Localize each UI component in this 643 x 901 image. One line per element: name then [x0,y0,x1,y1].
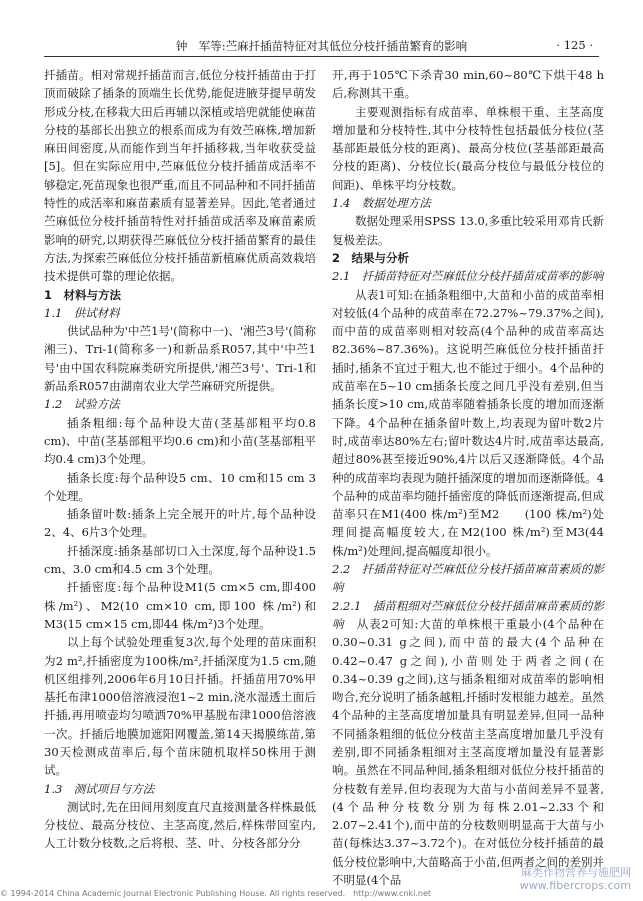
method-paragraph: 扦插深度:插条基部切口入土深度,每个品种设1.5 cm、3.0 cm和4.5 cm 3个处理。 [44,543,316,577]
section-1-2-heading: 1.2 试验方法 [44,397,120,412]
method-paragraph: 插条粗细:每个品种设大苗(茎基部粗平均0.8 cm)、中苗(茎基部粗平均0.6 cm)和小苗(茎基部粗平均0.4 cm)3个处理。 [44,415,316,467]
page-header [44,34,599,57]
running-title: 钟 军等:苎麻扦插苗特征对其低位分枝扦插苗繁育的影响 [175,39,468,53]
intro-paragraph: 扦插苗。相对常规扦插苗而言,低位分枝扦插苗由于打顶而破除了插条的顶端生长优势,能促进腋芽提早萌发形成分枝,在移栽大田后再辅以深植或培兜就能使麻苗分枝的基部长出独立的根系而成为有效苎麻株,增加新麻田间密度,从而能作到当年扦插移栽,当年收获受益[5]。但在实际应用中,苎麻低位分枝扦插苗成活率不够稳定,死苗现象也很严重,而且不同品种和不同扦插苗特性的成活率和麻苗素质有显著差异。因此,笔者通过苎麻低位分枝扦插苗特性对扦插苗成活率及麻苗素质影响的研究,以期获得苎麻低位分枝扦插苗繁育的最佳方法,为探索苎麻低位分枝扦插苗新植麻优质高效栽培技术提供可靠的理论依据。 [44,68,316,284]
copyright-footer: © 1994-2014 China Academic Journal Electronic Publishing House. All rights reserved. http://www.cnki.net [0,889,432,898]
section-2-2-1-heading: 2.2.1 插苗粗细对苎麻低位分枝扦插苗麻苗素质的影响 [332,598,604,631]
continued-paragraph: 开,再于105℃下杀青30 min,60~80℃下烘干48 h后,称测其干重。 [332,68,604,101]
watermark-line-2: www.fibercrops.com [519,879,631,892]
data-processing-paragraph: 数据处理采用SPSS 13.0,多重比较采用邓肯氏新复极差法。 [332,214,604,247]
method-paragraph: 扦插密度:每个品种设M1(5 cm×5 cm,即400 株/m²)、M2(10 cm×10 cm,即100 株/m²)和M3(15 cm×15 cm,即44 株/m²)3个处理。 [44,580,316,631]
method-paragraph: 插条长度:每个品种设5 cm、10 cm和15 cm 3个处理。 [44,470,316,503]
site-watermark [520,866,631,892]
watermark-line-1: 麻类作物营养与施肥网 [521,866,631,879]
measurement-paragraph: 测试时,先在田间用刻度直尺直接测量各样株最低分枝位、最高分枝位、主茎高度,然后,样株带回室内,人工计数分枝数,之后将根、茎、叶、分枝各部分分 [44,799,316,851]
section-2-2-heading: 2.2 扦插苗特征对苎麻低位分枝扦插苗麻苗素质的影响 [332,562,604,595]
section-1-4-heading: 1.4 数据处理方法 [332,196,431,211]
indicators-paragraph: 主要观测指标有成苗率、单株根干重、主茎高度增加量和分枝特性,其中分枝特性包括最低分枝位(茎基部距最低分枝的距离)、最高分枝位(茎基部距最高分枝的距离)、分枝位长(最高分枝位与最低分枝位的间距)、单株平均分枝数。 [332,104,604,192]
left-column [44,66,316,876]
section-1-1-heading: 1.1 供试材料 [44,305,120,320]
materials-paragraph: 供试品种为'中苎1号'(简称中一)、'湘苎3号'(简称湘三)、Tri-1(简称多一)和新品系R057,其中'中苎1号'由中国农科院麻类研究所提供,'湘苎3号'、Tri-1和新品系R057由湖南农业大学苎麻研究所提供。 [44,324,316,394]
section-1-3-heading: 1.3 测试项目与方法 [44,781,155,796]
method-paragraph: 插条留叶数:插条上完全展开的叶片,每个品种设2、4、6片3个处理。 [44,507,316,540]
result-text: 从表2可知:大苗的单株根干重最小(4个品种在0.30~0.31 g之间),而中苗的最大(4个品种在0.42~0.47 g之间),小苗则处于两者之间(在0.34~0.39 g之间),这与插条粗细对成苗率的影响相吻合,充分说明了插条越粗,扦插时发根能力越差。虽然4个品种的主茎高度增加量具有明显差异,但同一品种不同插条粗细的低位分枝苗主茎高度增加量几乎没有差别,即不同插条粗细对主茎高度增加量没有显著影响。虽然在不同品种间,插条粗细对低位分枝扦插苗的分枝数有差异,但均表现为大苗与小苗间差异不显著,(4个品种分枝数分别为每株2.01~2.33个和2.07~2.41个),而中苗的分枝数则明显高于大苗与小苗(每株达3.37~3.72个)。在对低位分枝扦插苗的最低分枝位影响中,大苗略高于小苗,但两者之间的差别并不明显(4个品 [332,616,605,888]
section-1-heading: 1 材料与方法 [44,287,122,302]
section-2-heading: 2 结果与分析 [332,250,410,265]
section-2-1-heading: 2.1 扦插苗特征对苎麻低位分枝扦插苗成苗率的影响 [332,269,604,284]
section-2-2-1-paragraph [332,597,604,890]
result-paragraph: 从表1可知:在插条粗细中,大苗和小苗的成苗率相对较低(4个品种的成苗率在72.27%~79.37%之间),而中苗的成苗率则相对较高(4个品种的成苗率高达82.36%~87.36%)。这说明苎麻低位分枝扦插苗扦插时,插条不宜过于粗大,也不能过于细小。4个品种的成苗率在5~10 cm插条长度之间几乎没有差别,但当插条长度>10 cm,成苗率随着插条长度的增加而逐渐下降。4个品种在插条留叶数上,均表现为留叶数2片时,成苗率达80%左右;留叶数达4片时,成苗率达最高,超过80%甚至接近90%,4片以后又逐渐降低。4个品种的成苗率均表现为随扦插深度的增加而逐渐降低。4个品种的成苗率均随扦插密度的降低而逐渐提高,但成苗率只在M1(400 株/m²)至M2 (100 株/m²)处理间提高幅度较大,在M2(100 株/m²)至M3(44 株/m²)处理间,提高幅度却很小。 [332,287,604,558]
method-paragraph: 以上每个试验处理重复3次,每个处理的苗床面积为2 m²,扦插密度为100株/m²,扦插深度为1.5 cm,随机区组排列,2006年6月10日扦插。扦插苗用70%甲基托布津1000倍溶液浸泡1~2 min,浇水湿透土面后扦插,再用喷壶均匀喷洒70%甲基脱布津1000倍溶液一次。扦插后地膜加遮阳网覆盖,第14天揭膜练苗,第30天检测成苗率后,每个苗床随机取样50株用于测试。 [44,635,316,778]
page-number: · 125 · [556,38,593,52]
